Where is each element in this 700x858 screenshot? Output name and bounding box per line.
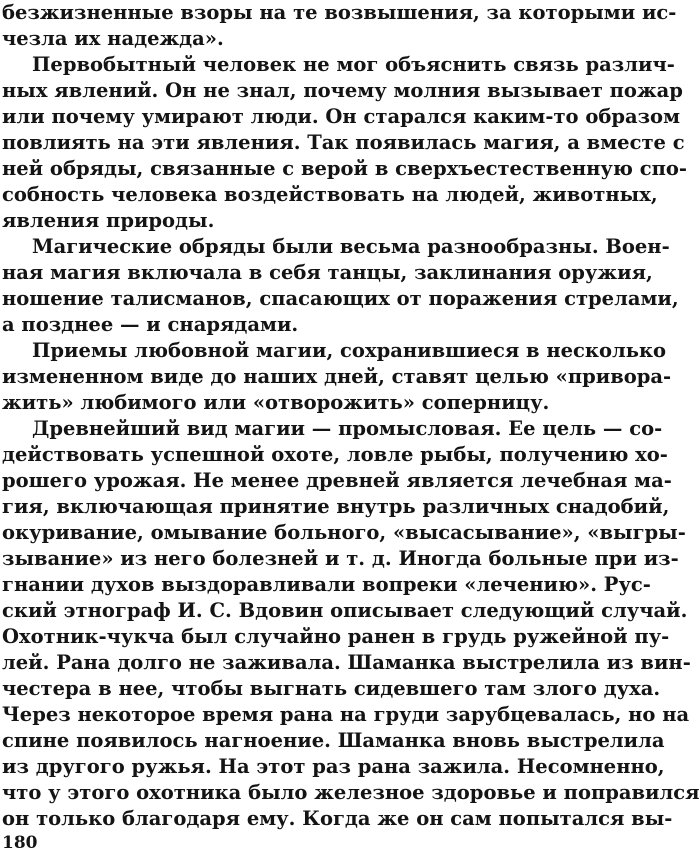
text-line: ский этнограф И. С. Вдовин описывает следующий случай. — [2, 599, 688, 622]
text-line: ная магия включала в себя танцы, заклинания оружия, — [2, 261, 653, 284]
text-line: ношение талисманов, спасающих от поражения стрелами, — [2, 287, 679, 310]
text-line: действовать успешной охоте, ловле рыбы, получению хо- — [2, 443, 668, 466]
text-line: ней обряды, связанные с верой в сверхъестественную спо- — [2, 157, 687, 180]
text-line: рошего урожая. Не менее древней является лечебная ма- — [2, 469, 672, 492]
text-line: гнании духов выздоравливали вопреки «лечению». Рус- — [2, 573, 651, 596]
text-line: лей. Рана долго не заживала. Шаманка выстрелила из вин- — [2, 651, 691, 674]
text-line: окуривание, омывание больного, «высасывание», «выгры- — [2, 521, 686, 544]
text-line: Магические обряды были весьма разнообразны. Воен- — [32, 235, 670, 258]
text-line: чезла их надежда». — [2, 27, 224, 50]
text-line: повлиять на эти явления. Так появилась магия, а вместе с — [2, 131, 685, 154]
text-line: он только благодаря ему. Когда же он сам попытался вы- — [2, 807, 673, 830]
text-line: жить» любимого или «отворожить» соперницу. — [2, 391, 550, 414]
text-line: или почему умирают люди. Он старался каким-то образом — [2, 105, 681, 128]
text-line: Первобытный человек не мог объяснить связь различ- — [32, 53, 675, 76]
text-line: Через некоторое время рана на груди зарубцевалась, но на — [2, 703, 690, 726]
text-line: измененном виде до наших дней, ставят целью «привора- — [2, 365, 672, 388]
text-line: явления природы. — [2, 209, 215, 232]
text-line: Приемы любовной магии, сохранившиеся в несколько — [32, 339, 667, 362]
text-line: зывание» из него болезней и т. д. Иногда больные при из- — [2, 547, 679, 570]
text-line: а позднее — и снарядами. — [2, 313, 299, 336]
text-line: честера в нее, чтобы выгнать сидевшего там злого духа. — [2, 677, 661, 700]
text-line: Древнейший вид магии — промысловая. Ее цель — со- — [32, 417, 663, 440]
text-line: безжизненные взоры на те возвышения, за которыми ис- — [2, 1, 677, 24]
text-line: гия, включающая принятие внутрь различных снадобий, — [2, 495, 670, 518]
text-line: спине появилось нагноение. Шаманка вновь выстрелила — [2, 729, 665, 752]
page-number: 180 — [2, 833, 38, 853]
text-line: из другого ружья. На этот раз рана зажила. Несомненно, — [2, 755, 665, 778]
text-line: Охотник-чукча был случайно ранен в грудь ружейной пу- — [2, 625, 670, 648]
text-line: что у этого охотника было железное здоровье и поправился — [2, 781, 700, 804]
text-line: собность человека воздействовать на людей, животных, — [2, 183, 658, 206]
text-line: ных явлений. Он не знал, почему молния вызывает пожар — [2, 79, 683, 102]
